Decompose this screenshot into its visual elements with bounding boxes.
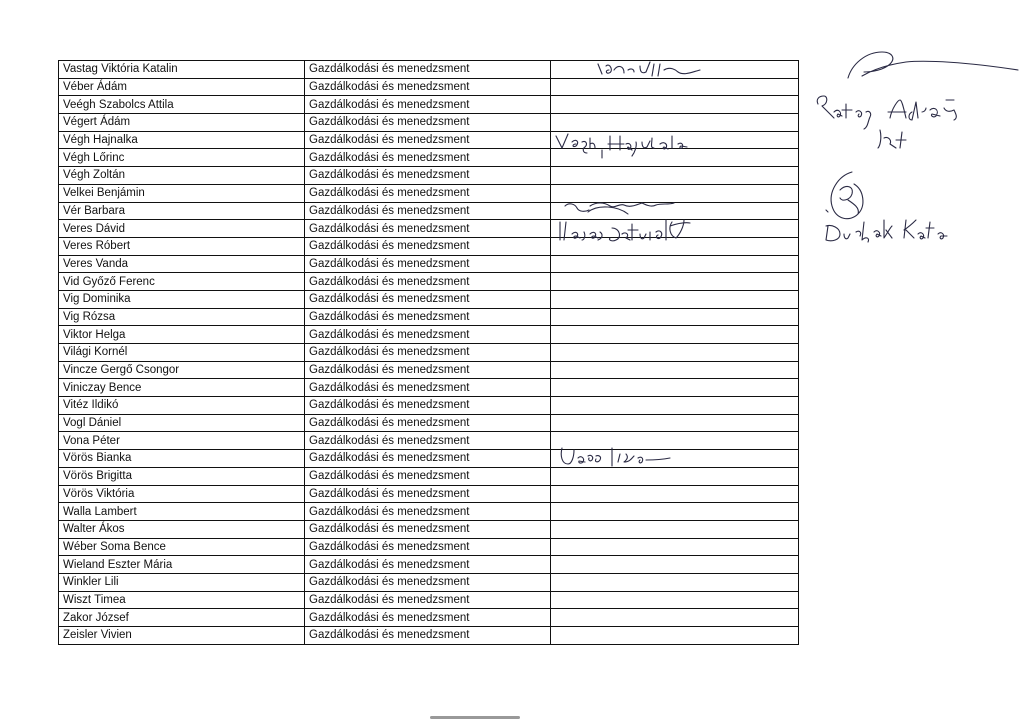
signature-cell bbox=[551, 467, 799, 485]
program-cell: Gazdálkodási és menedzsment bbox=[305, 114, 551, 132]
signature-cell bbox=[551, 308, 799, 326]
program-cell: Gazdálkodási és menedzsment bbox=[305, 609, 551, 627]
signature-cell bbox=[551, 344, 799, 362]
program-cell: Gazdálkodási és menedzsment bbox=[305, 467, 551, 485]
table-row bbox=[59, 361, 799, 379]
student-name-cell: Vona Péter bbox=[59, 432, 305, 450]
program-cell: Gazdálkodási és menedzsment bbox=[305, 591, 551, 609]
student-name-cell: Vig Dominika bbox=[59, 290, 305, 308]
table-row bbox=[59, 503, 799, 521]
table-row bbox=[59, 96, 799, 114]
table-row bbox=[59, 326, 799, 344]
program-cell: Gazdálkodási és menedzsment bbox=[305, 556, 551, 574]
signature-cell bbox=[551, 485, 799, 503]
student-name-cell: Viktor Helga bbox=[59, 326, 305, 344]
student-name-cell: Velkei Benjámin bbox=[59, 184, 305, 202]
table-row bbox=[59, 184, 799, 202]
student-name-cell: Vogl Dániel bbox=[59, 414, 305, 432]
roster-table bbox=[58, 60, 799, 645]
table-row bbox=[59, 237, 799, 255]
table-row bbox=[59, 573, 799, 591]
program-cell: Gazdálkodási és menedzsment bbox=[305, 255, 551, 273]
signature-cell bbox=[551, 184, 799, 202]
student-name-cell: Végh Lőrinc bbox=[59, 149, 305, 167]
signature-cell bbox=[551, 114, 799, 132]
program-cell: Gazdálkodási és menedzsment bbox=[305, 273, 551, 291]
roster-body bbox=[59, 61, 799, 645]
student-name-cell: Végh Hajnalka bbox=[59, 131, 305, 149]
program-cell: Gazdálkodási és menedzsment bbox=[305, 414, 551, 432]
table-row bbox=[59, 414, 799, 432]
program-cell: Gazdálkodási és menedzsment bbox=[305, 627, 551, 645]
program-cell: Gazdálkodási és menedzsment bbox=[305, 573, 551, 591]
table-row bbox=[59, 520, 799, 538]
signature-cell bbox=[551, 149, 799, 167]
signature-cell bbox=[551, 432, 799, 450]
student-name-cell: Walla Lambert bbox=[59, 503, 305, 521]
table-row bbox=[59, 61, 799, 79]
student-name-cell: Wéber Soma Bence bbox=[59, 538, 305, 556]
table-row bbox=[59, 114, 799, 132]
table-row bbox=[59, 220, 799, 238]
student-name-cell: Végert Ádám bbox=[59, 114, 305, 132]
table-row bbox=[59, 167, 799, 185]
program-cell: Gazdálkodási és menedzsment bbox=[305, 503, 551, 521]
attendance-sheet bbox=[58, 60, 799, 645]
margin-signature-rotego-adrian bbox=[817, 52, 1018, 148]
student-name-cell: Világi Kornél bbox=[59, 344, 305, 362]
signature-cell bbox=[551, 326, 799, 344]
signature-cell bbox=[551, 237, 799, 255]
student-name-cell: Vid Győző Ferenc bbox=[59, 273, 305, 291]
table-row bbox=[59, 255, 799, 273]
program-cell: Gazdálkodási és menedzsment bbox=[305, 202, 551, 220]
program-cell: Gazdálkodási és menedzsment bbox=[305, 290, 551, 308]
program-cell: Gazdálkodási és menedzsment bbox=[305, 485, 551, 503]
table-row bbox=[59, 538, 799, 556]
table-row bbox=[59, 467, 799, 485]
table-row bbox=[59, 397, 799, 415]
table-row bbox=[59, 344, 799, 362]
program-cell: Gazdálkodási és menedzsment bbox=[305, 538, 551, 556]
student-name-cell: Vitéz Ildikó bbox=[59, 397, 305, 415]
signature-cell bbox=[551, 556, 799, 574]
signature-cell bbox=[551, 78, 799, 96]
student-name-cell: Vörös Brigitta bbox=[59, 467, 305, 485]
program-cell: Gazdálkodási és menedzsment bbox=[305, 450, 551, 468]
program-cell: Gazdálkodási és menedzsment bbox=[305, 237, 551, 255]
signature-cell bbox=[551, 96, 799, 114]
table-row bbox=[59, 450, 799, 468]
program-cell: Gazdálkodási és menedzsment bbox=[305, 167, 551, 185]
signature-cell bbox=[551, 627, 799, 645]
signature-cell bbox=[551, 520, 799, 538]
table-row bbox=[59, 308, 799, 326]
program-cell: Gazdálkodási és menedzsment bbox=[305, 344, 551, 362]
table-row bbox=[59, 591, 799, 609]
program-cell: Gazdálkodási és menedzsment bbox=[305, 308, 551, 326]
student-name-cell: Vig Rózsa bbox=[59, 308, 305, 326]
table-row bbox=[59, 149, 799, 167]
signature-cell bbox=[551, 591, 799, 609]
student-name-cell: Vér Barbara bbox=[59, 202, 305, 220]
program-cell: Gazdálkodási és menedzsment bbox=[305, 131, 551, 149]
signature-cell bbox=[551, 503, 799, 521]
table-row bbox=[59, 273, 799, 291]
student-name-cell: Veégh Szabolcs Attila bbox=[59, 96, 305, 114]
student-name-cell: Viniczay Bence bbox=[59, 379, 305, 397]
table-row bbox=[59, 609, 799, 627]
signature-cell bbox=[551, 220, 799, 238]
student-name-cell: Walter Ákos bbox=[59, 520, 305, 538]
program-cell: Gazdálkodási és menedzsment bbox=[305, 61, 551, 79]
margin-signature-durbak-kata bbox=[826, 172, 947, 242]
signature-cell bbox=[551, 379, 799, 397]
table-row bbox=[59, 556, 799, 574]
table-row bbox=[59, 379, 799, 397]
table-row bbox=[59, 131, 799, 149]
table-row bbox=[59, 290, 799, 308]
student-name-cell: Wiszt Timea bbox=[59, 591, 305, 609]
signature-cell bbox=[551, 361, 799, 379]
program-cell: Gazdálkodási és menedzsment bbox=[305, 326, 551, 344]
signature-cell bbox=[551, 255, 799, 273]
student-name-cell: Wieland Eszter Mária bbox=[59, 556, 305, 574]
table-row bbox=[59, 78, 799, 96]
student-name-cell: Vincze Gergő Csongor bbox=[59, 361, 305, 379]
scan-artifact bbox=[430, 716, 520, 719]
signature-cell bbox=[551, 450, 799, 468]
student-name-cell: Zeisler Vivien bbox=[59, 627, 305, 645]
signature-cell bbox=[551, 397, 799, 415]
signature-cell bbox=[551, 131, 799, 149]
student-name-cell: Vastag Viktória Katalin bbox=[59, 61, 305, 79]
table-row bbox=[59, 485, 799, 503]
signature-cell bbox=[551, 538, 799, 556]
signature-cell bbox=[551, 573, 799, 591]
program-cell: Gazdálkodási és menedzsment bbox=[305, 379, 551, 397]
program-cell: Gazdálkodási és menedzsment bbox=[305, 78, 551, 96]
program-cell: Gazdálkodási és menedzsment bbox=[305, 149, 551, 167]
student-name-cell: Zakor József bbox=[59, 609, 305, 627]
program-cell: Gazdálkodási és menedzsment bbox=[305, 432, 551, 450]
signature-cell bbox=[551, 61, 799, 79]
student-name-cell: Végh Zoltán bbox=[59, 167, 305, 185]
program-cell: Gazdálkodási és menedzsment bbox=[305, 184, 551, 202]
student-name-cell: Véber Ádám bbox=[59, 78, 305, 96]
signature-cell bbox=[551, 609, 799, 627]
signature-cell bbox=[551, 414, 799, 432]
table-row bbox=[59, 627, 799, 645]
student-name-cell: Vörös Viktória bbox=[59, 485, 305, 503]
student-name-cell: Vörös Bianka bbox=[59, 450, 305, 468]
program-cell: Gazdálkodási és menedzsment bbox=[305, 397, 551, 415]
signature-cell bbox=[551, 290, 799, 308]
signature-cell bbox=[551, 167, 799, 185]
table-row bbox=[59, 202, 799, 220]
student-name-cell: Winkler Lili bbox=[59, 573, 305, 591]
program-cell: Gazdálkodási és menedzsment bbox=[305, 220, 551, 238]
program-cell: Gazdálkodási és menedzsment bbox=[305, 361, 551, 379]
student-name-cell: Veres Dávid bbox=[59, 220, 305, 238]
table-row bbox=[59, 432, 799, 450]
student-name-cell: Veres Vanda bbox=[59, 255, 305, 273]
signature-cell bbox=[551, 202, 799, 220]
signature-cell bbox=[551, 273, 799, 291]
program-cell: Gazdálkodási és menedzsment bbox=[305, 96, 551, 114]
student-name-cell: Veres Róbert bbox=[59, 237, 305, 255]
program-cell: Gazdálkodási és menedzsment bbox=[305, 520, 551, 538]
